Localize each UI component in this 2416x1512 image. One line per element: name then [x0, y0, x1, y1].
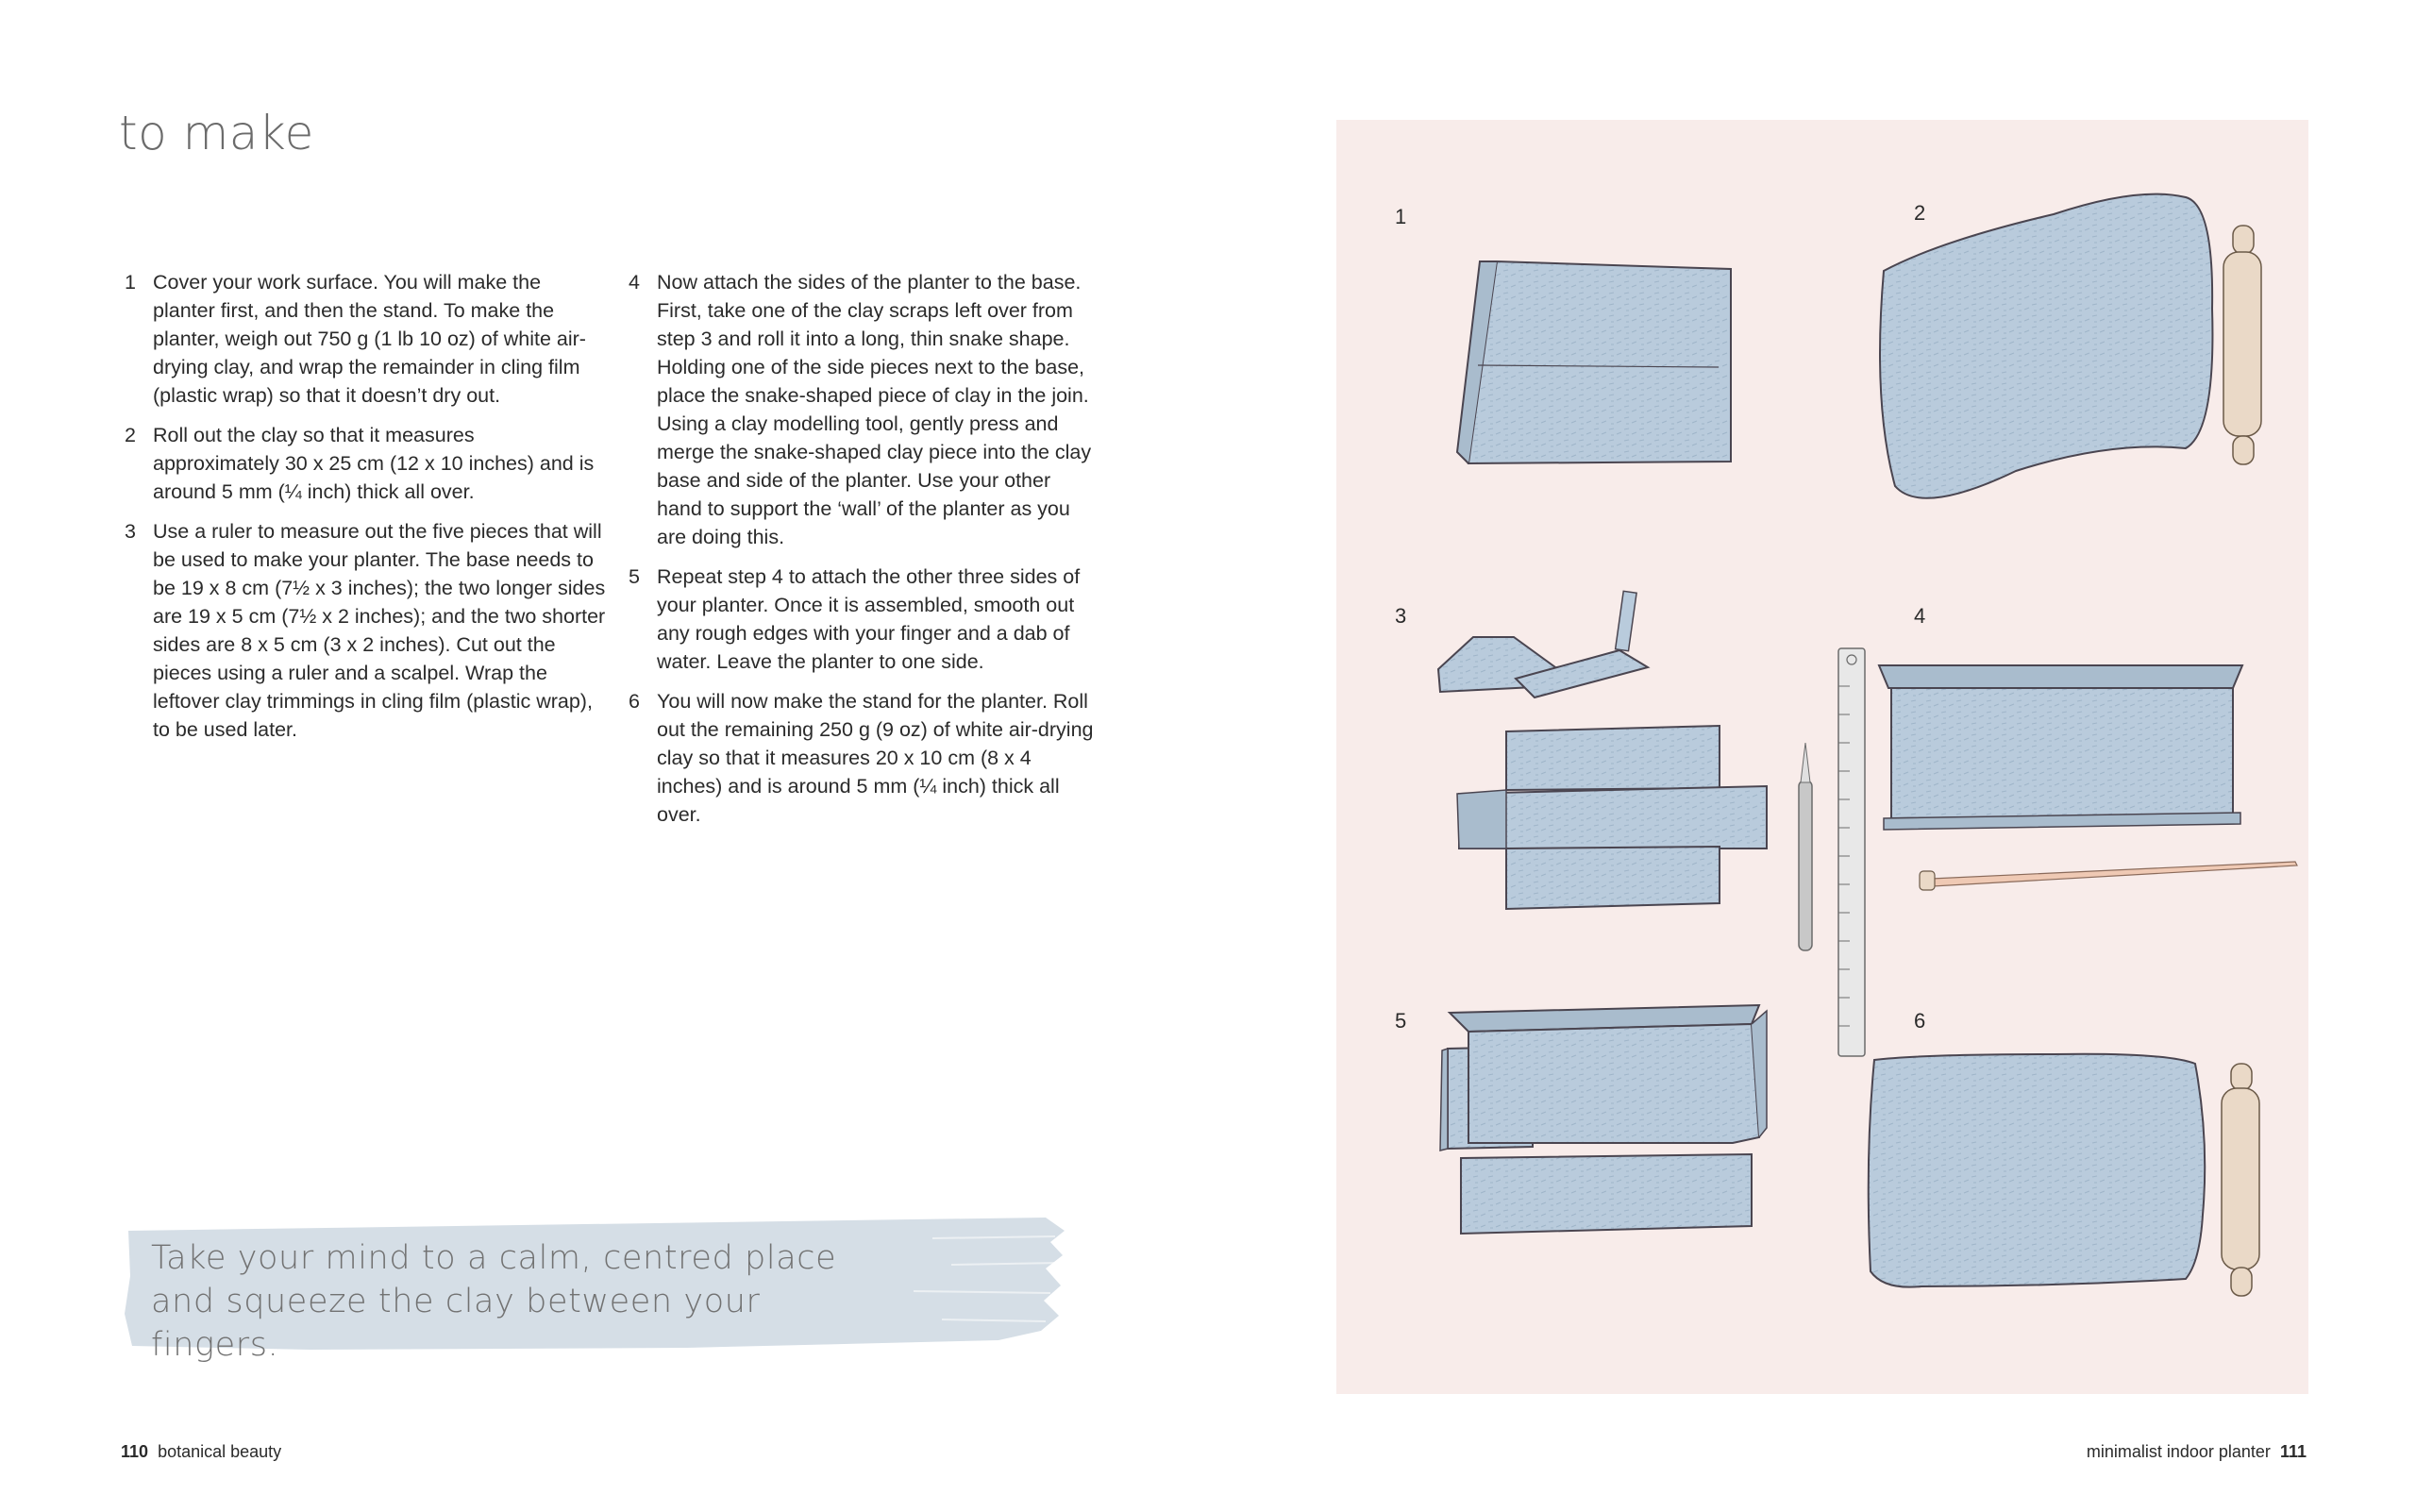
pull-quote: Take your mind to a calm, centred place and squeeze the clay between your fingers. — [151, 1239, 837, 1364]
step-number: 2 — [125, 424, 136, 446]
step-text: Use a ruler to measure out the five pieces that will be used to make your planter. The base needs to be 19 x 8 cm (7½ x 3 inches); the two longer sides are 19 x 5 cm (7½ x 2 inches); and the two shorter sides are 8 x 5 cm (3 x 2 inches). Cut out the pieces using a ruler and a scalpel. Wrap the leftover clay trimmings in cling film (plastic wrap), to be used later. — [153, 520, 606, 741]
rolling-pin-icon — [2223, 226, 2261, 464]
clay-sheet-illustration — [1457, 261, 1731, 463]
page-number: 110 — [121, 1442, 149, 1461]
illustration-label-3: 3 — [1395, 604, 1407, 628]
illustration-label-2: 2 — [1914, 201, 1926, 225]
step-2 — [125, 421, 606, 506]
step-text: Repeat step 4 to attach the other three sides of your planter. Once it is assembled, smooth out any rough edges with your finger and a dab of water. Leave the planter to one side. — [657, 565, 1081, 673]
planter-assembly-illustration — [1879, 665, 2242, 830]
folio-right — [2087, 1442, 2307, 1462]
step-text: You will now make the stand for the planter. Roll out the remaining 250 g (9 oz) of white air-drying clay so that it measures 20 x 10 cm (8 x 4 inches) and is around 5 mm (¼ inch) thick all over. — [657, 690, 1094, 826]
section-heading: to make — [119, 106, 314, 160]
illustration-label-5: 5 — [1395, 1009, 1407, 1033]
step-text: Cover your work surface. You will make the planter first, and then the stand. To make the planter, weigh out 750 g (1 lb 10 oz) of white air-drying clay, and wrap the remainder in cling film (plastic wrap) so that it doesn’t dry out. — [153, 271, 586, 407]
section-name: minimalist indoor planter — [2086, 1442, 2271, 1461]
step-3 — [125, 517, 606, 744]
step-5 — [629, 563, 1100, 676]
planter-sides-illustration — [1440, 1005, 1767, 1234]
step-1 — [125, 268, 606, 410]
step-number: 4 — [629, 271, 640, 294]
modelling-tool-icon — [1920, 862, 2297, 890]
illustration-label-6: 6 — [1914, 1009, 1926, 1033]
illustration-label-1: 1 — [1395, 205, 1407, 228]
page-number: 111 — [2279, 1442, 2307, 1461]
ruler-icon — [1838, 648, 1865, 1056]
step-number: 1 — [125, 271, 136, 294]
cut-pieces-illustration — [1438, 591, 1767, 909]
steps-column-right — [629, 268, 1100, 840]
folio-left — [121, 1442, 281, 1462]
step-number: 3 — [125, 520, 136, 543]
scalpel-icon — [1799, 743, 1812, 950]
section-name: botanical beauty — [158, 1442, 282, 1461]
step-text: Now attach the sides of the planter to the base. First, take one of the clay scraps left over from step 3 and roll it into a long, thin snake shape. Holding one of the side pieces next to the base, place the snake-shaped piece of clay in the join. Using a clay modelling tool, gently press and merge the snake-shaped clay piece into the clay base and side of the planter. Use your other hand to support the ‘wall’ of the planter as you are doing this. — [657, 271, 1092, 548]
step-number: 5 — [629, 565, 640, 588]
illustration-panel — [1336, 120, 2308, 1394]
step-text: Roll out the clay so that it measures approximately 30 x 25 cm (12 x 10 inches) and is around 5 mm (¼ inch) thick all over. — [153, 424, 595, 503]
step-number: 6 — [629, 690, 640, 713]
step-4 — [629, 268, 1100, 551]
stand-clay-illustration — [1869, 1054, 2205, 1287]
step-6 — [629, 687, 1100, 829]
illustration-label-4: 4 — [1914, 604, 1926, 628]
rolling-pin-icon — [2222, 1064, 2259, 1296]
steps-column-left — [125, 268, 606, 755]
rolled-clay-illustration — [1880, 194, 2212, 498]
